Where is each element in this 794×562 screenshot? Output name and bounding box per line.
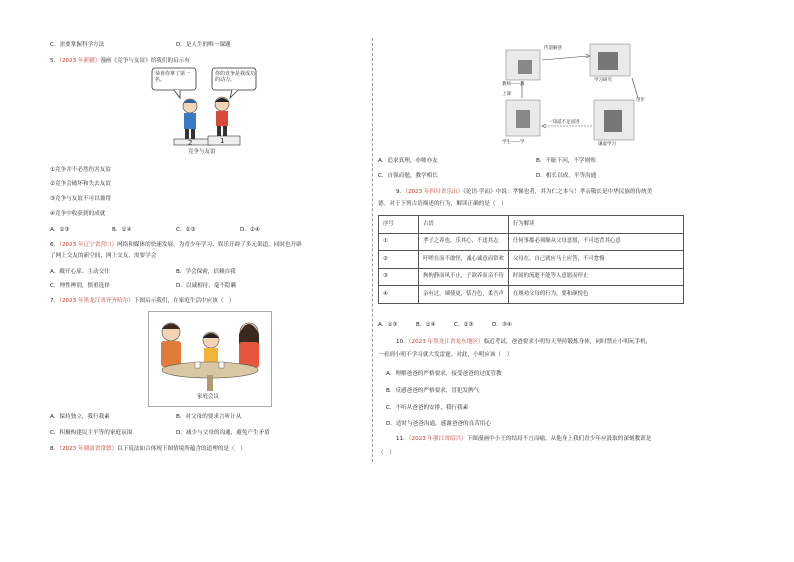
question-9: 9．（2023 年四川省乐山）《论语·学而》中说：孝悌也者，其为仁之本与！孝亲敬长是中华民族的传统美: [396, 189, 653, 195]
statement-2: ②竞争会破坏和失去友谊: [50, 181, 111, 187]
source-tag: （2023 年新疆）: [59, 58, 101, 64]
q5-option-a: A．①③: [50, 227, 70, 233]
table-row: ④ 亲有过，谏使更，恬吾色，柔吾声 在规劝父母的行为，要和颜悦色: [379, 286, 684, 304]
statement-4: ④竞争中收获到的成就: [50, 211, 106, 217]
q9-option-d: D．③④: [492, 322, 512, 328]
diagram-label-teach: 传道解惑: [544, 46, 562, 51]
diagram-label-teacher: 教师——教: [502, 82, 525, 87]
q7-option-d: D．减少与父母的沟通，避免产生矛盾: [176, 430, 270, 436]
q7-option-a: A．保持独立，我行我素: [50, 414, 110, 420]
header-quote: 古语: [419, 216, 509, 234]
bubble-left: 恭喜你拿了第一名。: [155, 71, 191, 84]
q5-option-c: C．②③: [176, 227, 196, 233]
bubble-right: 你的竞争是我成功的动力。: [215, 71, 256, 84]
diagram-label-know: 一知道不足而进: [548, 120, 580, 125]
header-number: 序号: [379, 216, 419, 234]
teaching-cycle-diagram: [498, 40, 648, 150]
diagram-label-class: 上课: [502, 92, 511, 97]
table-row: ① 孝子之养也，乐其心，不违其志 任何事都必须顺从父母意愿，不可违背其心意: [379, 233, 684, 251]
q6-option-b: B．学会保密，信赖自我: [176, 269, 236, 275]
question-6: 6．（2023 年辽宁省营口）网络和媒体的快速发展，为青少年学习、娱乐开辟了多元渠道，同时也开辟: [50, 242, 302, 248]
option-d: D．是人生的唯一课题: [176, 42, 231, 48]
q7-option-b: B．对父母的要求言听计从: [176, 414, 242, 420]
question-9-cont: 德。对于下列古语描述的行为，解读正确的是（ ）: [378, 201, 507, 207]
q6-option-d: D．以诚相待，毫不隐瞒: [176, 283, 237, 289]
question-11: 11．（2023 年浙江省绍兴）下图漫画中小王的结局不言而喻，从他身上我们青少年应汲取的深刻教训是: [396, 436, 652, 442]
q8-option-a: A．追求真理，亦师亦友: [378, 158, 438, 164]
question-8: 8．（2023 年湖南省常德）以下说法如合体现下图情境所蕴含的道理的是（ ）: [50, 446, 246, 452]
comic-caption: 竞争与友谊: [188, 149, 216, 155]
table-header-row: [379, 216, 684, 234]
q5-option-b: B．①④: [112, 227, 132, 233]
q6-option-a: A．敞开心扉、主动交往: [50, 269, 110, 275]
q7-option-c: C．积极构建民主平等的家庭氛围: [50, 430, 133, 436]
table-row: ② 吁嗟在而不敢怪，诚心诚意而常欢 父母在，自己就应马上应答，不可怠慢: [379, 251, 684, 269]
q8-option-b: B．不耻下问，不学则殆: [536, 158, 596, 164]
q10-option-d: D．适时与爸爸沟通，感谢爸爸的良苦用心: [386, 421, 491, 427]
option-c: C．需要掌握科学方法: [50, 42, 105, 48]
q8-option-d: D．相长以成，平等沟通: [536, 173, 597, 179]
diagram-label-research: 学习研究: [594, 78, 612, 83]
comic-competition-friendship: [150, 66, 260, 158]
source-tag: （2023 年辽宁省营口）: [59, 242, 118, 248]
q8-option-c: C．自强而勉，教学相长: [378, 173, 438, 179]
cycle-diagram-image: [498, 40, 648, 150]
q10-option-a: A．理解爸爸的严格要求，接受爸爸的过度管教: [386, 371, 502, 377]
statement-3: ③竞争与友谊不可以兼得: [50, 196, 111, 202]
diagram-label-humble: 谦虚学习: [598, 142, 616, 147]
source-tag: （2023 年黑龙江省龙东地区）: [408, 339, 484, 345]
header-interpretation: 行为解读: [508, 216, 683, 234]
question-11-cont: （ ）: [378, 450, 395, 456]
q6-option-c: C．理性辨别，慎重选择: [50, 283, 110, 289]
column-divider: [372, 38, 373, 462]
source-tag: （2023 年四川省乐山）: [405, 189, 464, 195]
position-1: 1: [220, 137, 225, 145]
question-10-cont: 一看到小明不学习就大发雷霆。对此，小明应该（ ）: [378, 352, 513, 358]
statement-1: ①竞争并不必然伤害友谊: [50, 167, 111, 173]
question-6-cont: 了网上交友的新空间，网上交友，需要学会: [50, 253, 157, 259]
q10-option-b: B．反感爸爸的严格要求，冒犯发脾气: [386, 388, 480, 394]
source-tag: （2023 年湖南省常德）: [59, 446, 118, 452]
q9-option-c: C．②③: [454, 322, 474, 328]
table-row: ③ 拘拘静而风不止，子欲养而亲不待 时间的流逝不能等人意愿而停止: [379, 268, 684, 286]
family-meeting-image: [149, 312, 271, 392]
question-5: 5．（2023 年新疆）漫画《竞争与友谊》给我们的启示有: [50, 58, 190, 64]
source-tag: （2023 年浙江省绍兴）: [408, 436, 467, 442]
family-meeting-caption: 家庭会议: [197, 394, 220, 400]
family-meeting-illustration: [148, 311, 272, 407]
diagram-label-progress: 进步: [636, 98, 645, 103]
position-2: 2: [188, 139, 193, 147]
q5-option-d: D．②④: [240, 227, 260, 233]
question-7: 7．（2023 年黑龙江省齐齐哈尔）下图启示我们，在家庭生活中应该（ ）: [50, 298, 235, 304]
classical-quotes-table: [378, 215, 684, 304]
q9-option-a: A．①③: [378, 322, 398, 328]
q10-option-c: C．不听从爸爸的安排，我行我素: [386, 405, 469, 411]
diagram-label-student: 学生——学: [502, 140, 525, 145]
q9-option-b: B．①④: [416, 322, 436, 328]
source-tag: （2023 年黑龙江省齐齐哈尔）: [59, 298, 134, 304]
question-10: 10．（2023 年黑龙江省龙东地区）临近考试，爸爸要求小明每天坚持锻炼身体，同时禁止小明玩手机，: [396, 339, 652, 345]
